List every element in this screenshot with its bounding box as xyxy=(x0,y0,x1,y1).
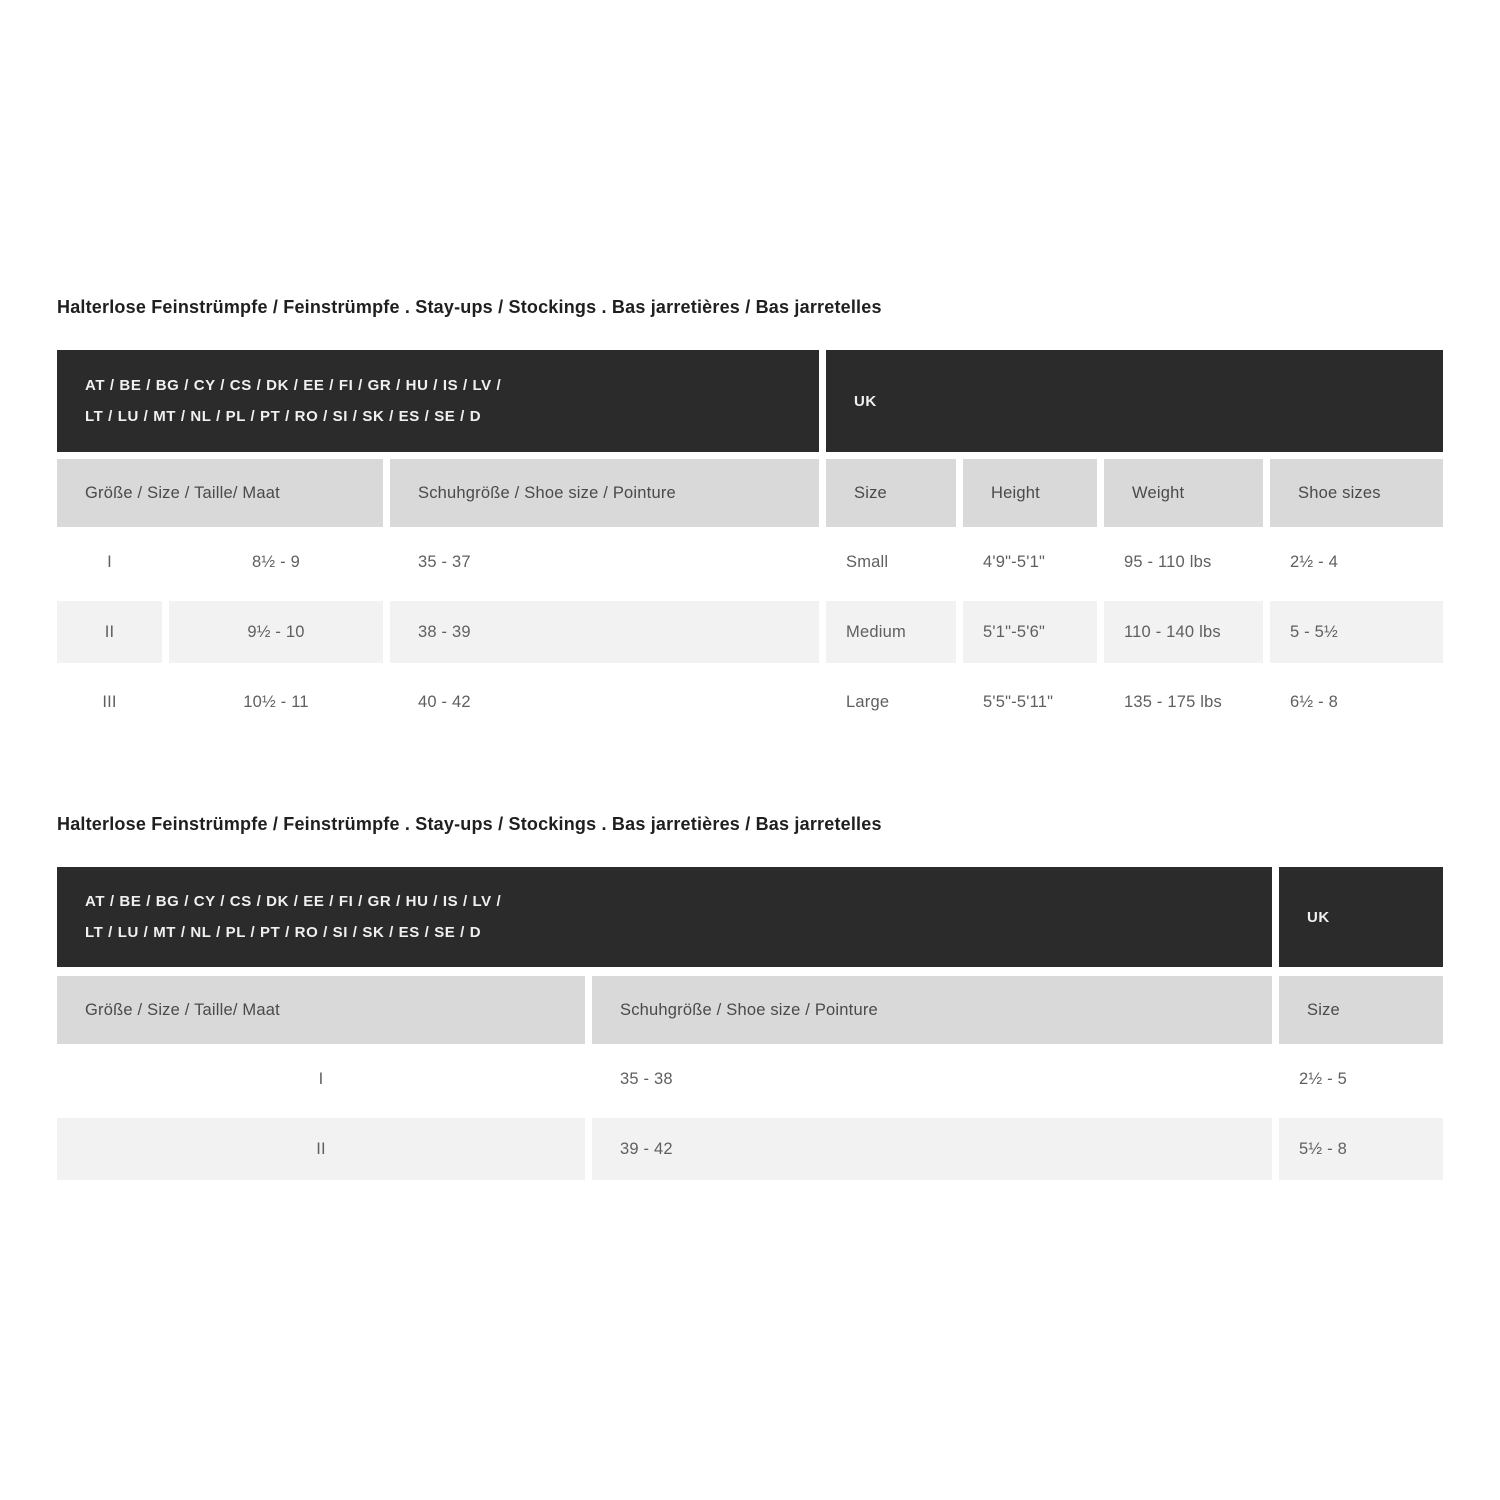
col-header-uk-size: Size xyxy=(826,459,956,527)
size-chart-table-stockings-simple xyxy=(57,867,1443,1184)
size-chart-table-stockings-detailed xyxy=(57,350,1443,737)
cell-size-range: 9½ - 10 xyxy=(169,601,383,663)
column-header-row xyxy=(57,459,1443,527)
eu-countries-header xyxy=(57,867,1272,967)
cell-uk-size: Large xyxy=(846,692,890,711)
cell-weight-range: 135 - 175 lbs xyxy=(1124,692,1222,711)
cell-uk-shoe-range: 5 - 5½ xyxy=(1270,601,1443,663)
cell-shoe-range: 35 - 37 xyxy=(418,552,471,571)
uk-header xyxy=(1279,867,1443,967)
table-header-bar xyxy=(57,350,1443,452)
cell-numeral: I xyxy=(318,1069,324,1088)
uk-header-label: UK xyxy=(1307,908,1330,926)
table-row xyxy=(57,1114,1443,1184)
cell-uk-shoe-range: 2½ - 4 xyxy=(1290,552,1338,571)
eu-countries-line1: AT / BE / BG / CY / CS / DK / EE / FI / GR / HU / IS / LV / xyxy=(85,893,502,910)
cell-uk-shoe-range: 2½ - 5 xyxy=(1299,1069,1347,1088)
cell-height-range: 5'1"-5'6" xyxy=(963,601,1097,663)
col-header-uk-shoe-sizes: Shoe sizes xyxy=(1270,459,1443,527)
eu-countries-header xyxy=(57,350,819,452)
column-header-row xyxy=(57,976,1443,1044)
eu-countries-line1: AT / BE / BG / CY / CS / DK / EE / FI / GR / HU / IS / LV / xyxy=(85,377,502,394)
size-chart-title: Halterlose Feinstrümpfe / Feinstrümpfe . Stay-ups / Stockings . Bas jarretières / Bas jarretelles xyxy=(57,297,882,317)
col-header-shoe-eu: Schuhgröße / Shoe size / Pointure xyxy=(390,459,819,527)
cell-numeral: II xyxy=(57,1118,585,1180)
col-header-uk-height: Height xyxy=(963,459,1097,527)
table-header-bar xyxy=(57,867,1443,967)
cell-shoe-range: 39 - 42 xyxy=(592,1118,1272,1180)
table-row xyxy=(57,1044,1443,1114)
cell-uk-shoe-range: 6½ - 8 xyxy=(1290,692,1338,711)
cell-numeral: II xyxy=(57,601,162,663)
cell-size-range: 8½ - 9 xyxy=(252,552,300,571)
cell-shoe-range: 40 - 42 xyxy=(418,692,471,711)
cell-numeral: I xyxy=(107,552,112,571)
cell-uk-size: Medium xyxy=(826,601,956,663)
uk-header xyxy=(826,350,1443,452)
table-row xyxy=(57,527,1443,597)
uk-header-label: UK xyxy=(854,392,877,410)
cell-weight-range: 110 - 140 lbs xyxy=(1104,601,1263,663)
cell-shoe-range: 35 - 38 xyxy=(620,1069,673,1088)
col-header-uk-size: Size xyxy=(1279,976,1443,1044)
table-row xyxy=(57,667,1443,737)
cell-height-range: 5'5"-5'11" xyxy=(983,692,1054,711)
col-header-size-eu: Größe / Size / Taille/ Maat xyxy=(57,459,383,527)
col-header-size-eu: Größe / Size / Taille/ Maat xyxy=(57,976,585,1044)
size-chart-title: Halterlose Feinstrümpfe / Feinstrümpfe . Stay-ups / Stockings . Bas jarretières / Bas jarretelles xyxy=(57,814,882,834)
cell-shoe-range: 38 - 39 xyxy=(390,601,819,663)
table-row xyxy=(57,597,1443,667)
eu-countries-line2: LT / LU / MT / NL / PL / PT / RO / SI / SK / ES / SE / D xyxy=(85,408,482,425)
col-header-uk-weight: Weight xyxy=(1104,459,1263,527)
cell-uk-size: Small xyxy=(846,552,889,571)
cell-numeral: III xyxy=(102,692,117,711)
cell-weight-range: 95 - 110 lbs xyxy=(1124,552,1212,571)
cell-size-range: 10½ - 11 xyxy=(243,692,309,711)
cell-height-range: 4'9"-5'1" xyxy=(983,552,1046,571)
col-header-shoe-eu: Schuhgröße / Shoe size / Pointure xyxy=(592,976,1272,1044)
cell-uk-shoe-range: 5½ - 8 xyxy=(1279,1118,1443,1180)
eu-countries-line2: LT / LU / MT / NL / PL / PT / RO / SI / SK / ES / SE / D xyxy=(85,924,482,941)
